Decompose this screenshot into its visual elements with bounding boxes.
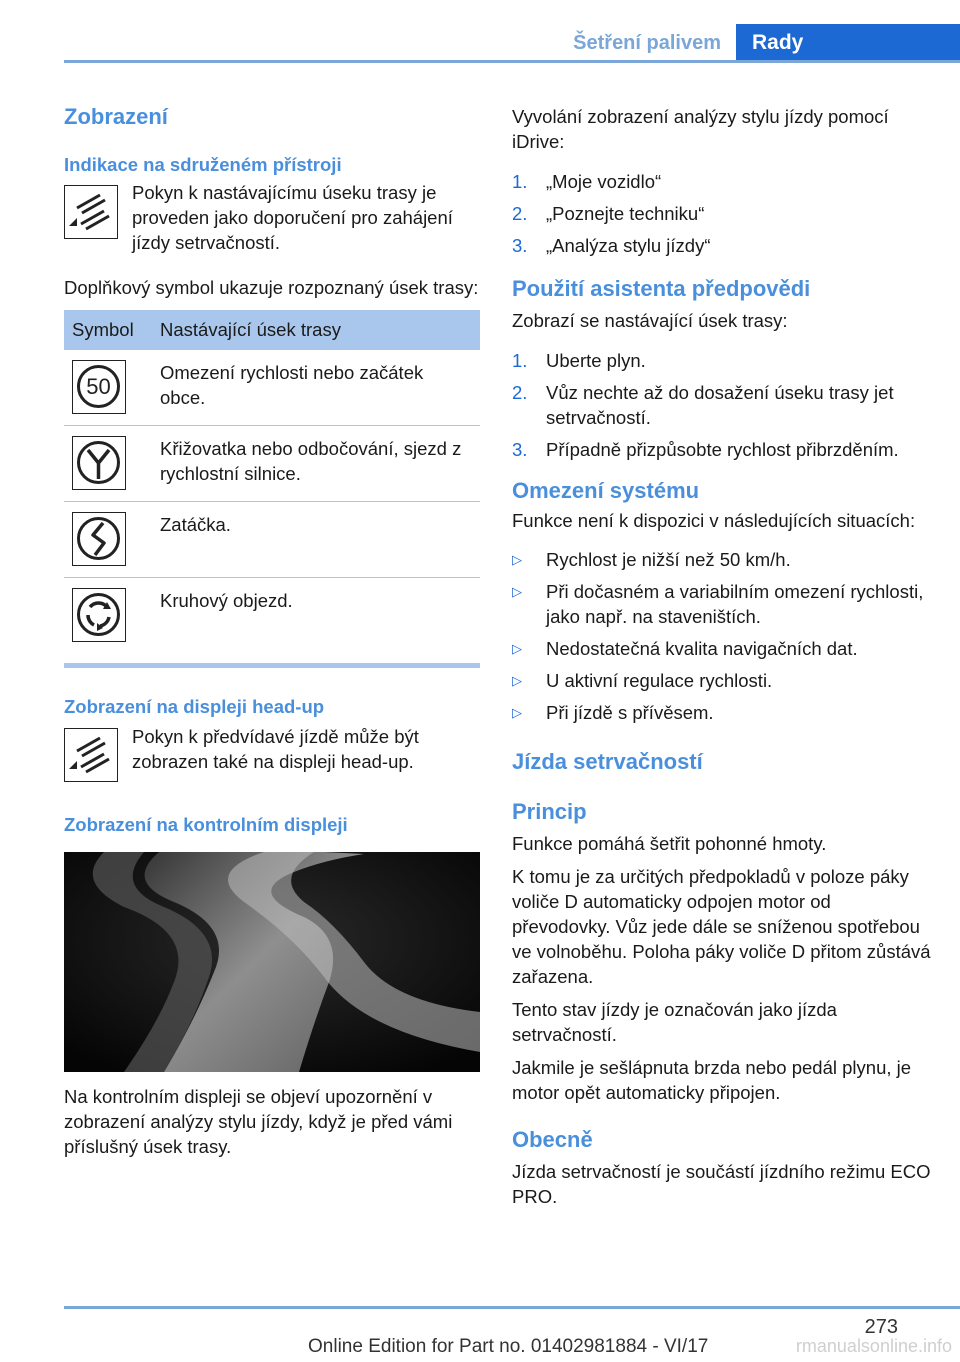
- list-item: 2. Vůz nechte až do dosažení úseku trasy jet setrvačností.: [512, 382, 894, 428]
- general-text: Jízda setrvačností je součástí jízdního režimu ECO PRO.: [512, 1161, 931, 1207]
- triangle-bullet-icon: ▷: [512, 552, 522, 567]
- list-item: ▷ Při dočasném a variabilním omezení rychlosti, jako např. na staveništích.: [512, 581, 924, 627]
- heading-general: Obecně: [512, 1127, 593, 1152]
- header-rule: [64, 60, 960, 63]
- heading-limits: Omezení systému: [512, 478, 700, 503]
- symbol-intro-text: Doplňkový symbol ukazuje rozpoznaný úsek trasy:: [64, 277, 479, 298]
- heading-assist: Použití asistenta předpovědi: [512, 276, 811, 301]
- list-item: 1. Uberte plyn.: [512, 350, 646, 371]
- symbol-table: [64, 310, 480, 653]
- list-item: ▷ Nedostatečná kvalita navigačních dat.: [512, 638, 858, 659]
- limits-list: [512, 547, 932, 725]
- call-steps-list: [512, 169, 932, 258]
- header-section-title: Šetření palivem: [573, 32, 721, 54]
- cluster-hint-text: Pokyn k nastávajícímu úseku trasy je proveden jako doporučení pro zahájení jízdy setrvačností.: [132, 182, 453, 253]
- subheading-cluster: Indikace na sdruženém přístroji: [64, 154, 342, 175]
- principle-p1: Funkce pomáhá šetřit pohonné hmoty.: [512, 833, 827, 854]
- header-tab: Rady: [736, 24, 960, 61]
- row-desc: Kruhový objezd.: [160, 590, 293, 611]
- curve-icon: [72, 512, 126, 566]
- table-row: [64, 426, 480, 502]
- principle-p4: Jakmile je sešlápnuta brzda nebo pedál plynu, je motor opět automaticky připojen.: [512, 1057, 912, 1103]
- triangle-bullet-icon: ▷: [512, 673, 522, 688]
- heading-principle: Princip: [512, 799, 587, 824]
- list-item: 3. Případně přizpůsobte rychlost přibrzděním.: [512, 439, 899, 460]
- hud-hint-text: Pokyn k předvídavé jízdě může být zobrazen také na displeji head-up.: [132, 726, 419, 772]
- limits-text: Funkce není k dispozici v následujících situacích:: [512, 510, 916, 531]
- table-row: [64, 350, 480, 426]
- col-desc-header: Nastávající úsek trasy: [152, 310, 480, 350]
- table-header-row: [64, 310, 480, 350]
- footer-rule: [64, 1306, 960, 1309]
- speed-limit-50-icon: [72, 360, 126, 414]
- edition-text: Online Edition for Part no. 01402981884 - VI/17: [308, 1336, 709, 1357]
- subheading-control-display: Zobrazení na kontrolním displeji: [64, 814, 348, 835]
- coasting-hint-icon: [64, 728, 118, 782]
- list-item: 2. „Poznejte techniku“: [512, 203, 705, 224]
- coasting-hint-icon: [64, 185, 118, 239]
- assist-steps-list: [512, 348, 932, 462]
- heading-coasting: Jízda setrvačností: [512, 749, 703, 774]
- cluster-hint-row: [64, 182, 480, 255]
- triangle-bullet-icon: ▷: [512, 705, 522, 720]
- watermark: rmanualsonline.info: [795, 1336, 952, 1356]
- junction-icon: [72, 436, 126, 490]
- assist-text: Zobrazí se nastávající úsek trasy:: [512, 310, 788, 331]
- subheading-hud: Zobrazení na displeji head-up: [64, 696, 325, 717]
- triangle-bullet-icon: ▷: [512, 584, 522, 599]
- col-symbol-header: Symbol: [64, 310, 152, 350]
- list-item: ▷ U aktivní regulace rychlosti.: [512, 670, 773, 691]
- control-display-text: Na kontrolním displeji se objeví upozornění v zobrazení analýzy stylu jízdy, když je před vámi příslušný úsek trasy.: [64, 1086, 453, 1157]
- heading-display: Zobrazení: [64, 104, 168, 129]
- table-row: [64, 578, 480, 654]
- hud-hint-row: [64, 728, 480, 782]
- control-display-image: [64, 852, 480, 1072]
- list-item: ▷ Při jízdě s přívěsem.: [512, 702, 714, 723]
- principle-p2: K tomu je za určitých předpokladů v poloze páky voliče D automaticky odpojen motor od převodovky. Vůz jede dále se sníženou spotřebou ve volnoběhu. Poloha páky voliče D přitom zůstává zařazena.: [512, 866, 931, 987]
- list-item: ▷ Rychlost je nižší než 50 km/h.: [512, 549, 791, 570]
- roundabout-icon: [72, 588, 126, 642]
- list-item: 1. „Moje vozidlo“: [512, 171, 662, 192]
- page-number: 273: [864, 1316, 898, 1338]
- call-display-text: Vyvolání zobrazení analýzy stylu jízdy pomocí iDrive:: [512, 106, 889, 152]
- list-item: 3. „Analýza stylu jízdy“: [512, 235, 711, 256]
- row-desc: Omezení rychlosti nebo začátek obce.: [152, 350, 480, 426]
- table-bottom-rule: [64, 663, 480, 668]
- speed-limit-value: 50: [86, 374, 111, 399]
- triangle-bullet-icon: ▷: [512, 641, 522, 656]
- row-desc: Zatáčka.: [152, 502, 480, 578]
- right-column: [512, 96, 932, 1209]
- row-desc: Křižovatka nebo odbočování, sjezd z rychlostní silnice.: [152, 426, 480, 502]
- principle-p3: Tento stav jízdy je označován jako jízda setrvačností.: [512, 999, 837, 1045]
- left-column: [64, 96, 480, 1159]
- table-row: [64, 502, 480, 578]
